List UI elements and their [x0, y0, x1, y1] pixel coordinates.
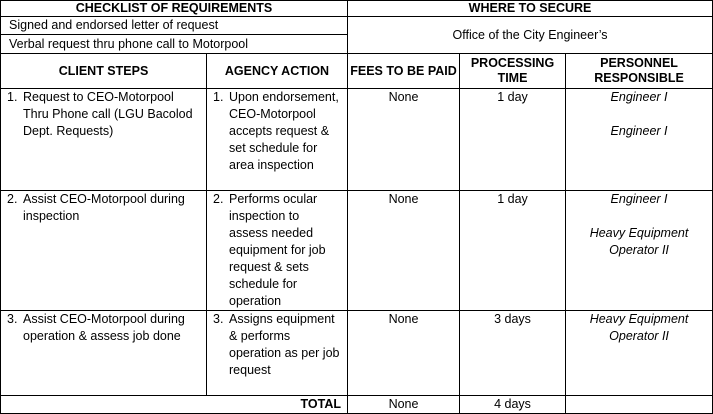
personnel-entry: Heavy Equipment Operator II: [589, 226, 689, 257]
personnel-cell: [566, 89, 713, 191]
client-step-cell: [1, 191, 207, 311]
processing-time-cell: 1 day: [460, 89, 566, 191]
fee-cell: None: [348, 191, 460, 311]
requirement-item: Verbal request thru phone call to Motorpool: [1, 35, 348, 54]
personnel-entry: Engineer I: [610, 90, 668, 104]
personnel-cell: [566, 311, 713, 396]
agency-action-text: Assigns equipment & performs operation as per job request: [229, 312, 340, 377]
processing-time-cell: 1 day: [460, 191, 566, 311]
processing-time-cell: 3 days: [460, 311, 566, 396]
agency-action-header: AGENCY ACTION: [207, 54, 348, 89]
action-number: 1.: [213, 90, 224, 104]
where-to-secure-value: Office of the City Engineer’s: [348, 17, 713, 54]
fees-header: FEES TO BE PAID: [348, 54, 460, 89]
step-row: [1, 89, 713, 191]
fee-cell: None: [348, 311, 460, 396]
agency-action-text: Upon endorsement, CEO-Motorpool accepts request & set schedule for area inspection: [229, 90, 339, 172]
action-number: 3.: [213, 312, 224, 326]
agency-action-cell: [207, 311, 348, 396]
fee-cell: None: [348, 89, 460, 191]
agency-action-cell: [207, 89, 348, 191]
column-header-row: [1, 54, 713, 89]
step-number: 3.: [7, 312, 18, 326]
step-number: 2.: [7, 192, 18, 206]
total-personnel-empty: [566, 396, 713, 414]
personnel-header: PERSONNEL RESPONSIBLE: [566, 54, 713, 89]
client-step-text: Assist CEO-Motorpool during operation & assess job done: [23, 312, 185, 343]
total-time: 4 days: [460, 396, 566, 414]
agency-action-text: Performs ocular inspection to assess needed equipment for job request & sets schedule for operation: [229, 192, 326, 308]
total-row: [1, 396, 713, 414]
agency-action-cell: [207, 191, 348, 311]
processing-time-header: PROCESSING TIME: [460, 54, 566, 89]
checklist-header-row: [1, 1, 713, 17]
personnel-cell: [566, 191, 713, 311]
action-number: 2.: [213, 192, 224, 206]
personnel-entry: Heavy Equipment Operator II: [589, 312, 689, 343]
client-step-cell: [1, 311, 207, 396]
personnel-entry: Engineer I: [610, 192, 668, 206]
total-fee: None: [348, 396, 460, 414]
step-row: [1, 311, 713, 396]
requirement-item: Signed and endorsed letter of request: [1, 17, 348, 35]
step-number: 1.: [7, 90, 18, 104]
client-step-cell: [1, 89, 207, 191]
requirement-row: [1, 17, 713, 35]
client-step-text: Request to CEO-Motorpool Thru Phone call (LGU Bacolod Dept. Requests): [23, 90, 193, 138]
client-step-text: Assist CEO-Motorpool during inspection: [23, 192, 185, 223]
total-label: TOTAL: [1, 396, 348, 414]
personnel-entry: Engineer I: [610, 124, 668, 138]
checklist-heading: CHECKLIST OF REQUIREMENTS: [1, 1, 348, 17]
client-steps-header: CLIENT STEPS: [1, 54, 207, 89]
step-row: [1, 191, 713, 311]
where-to-secure-heading: WHERE TO SECURE: [348, 1, 713, 17]
